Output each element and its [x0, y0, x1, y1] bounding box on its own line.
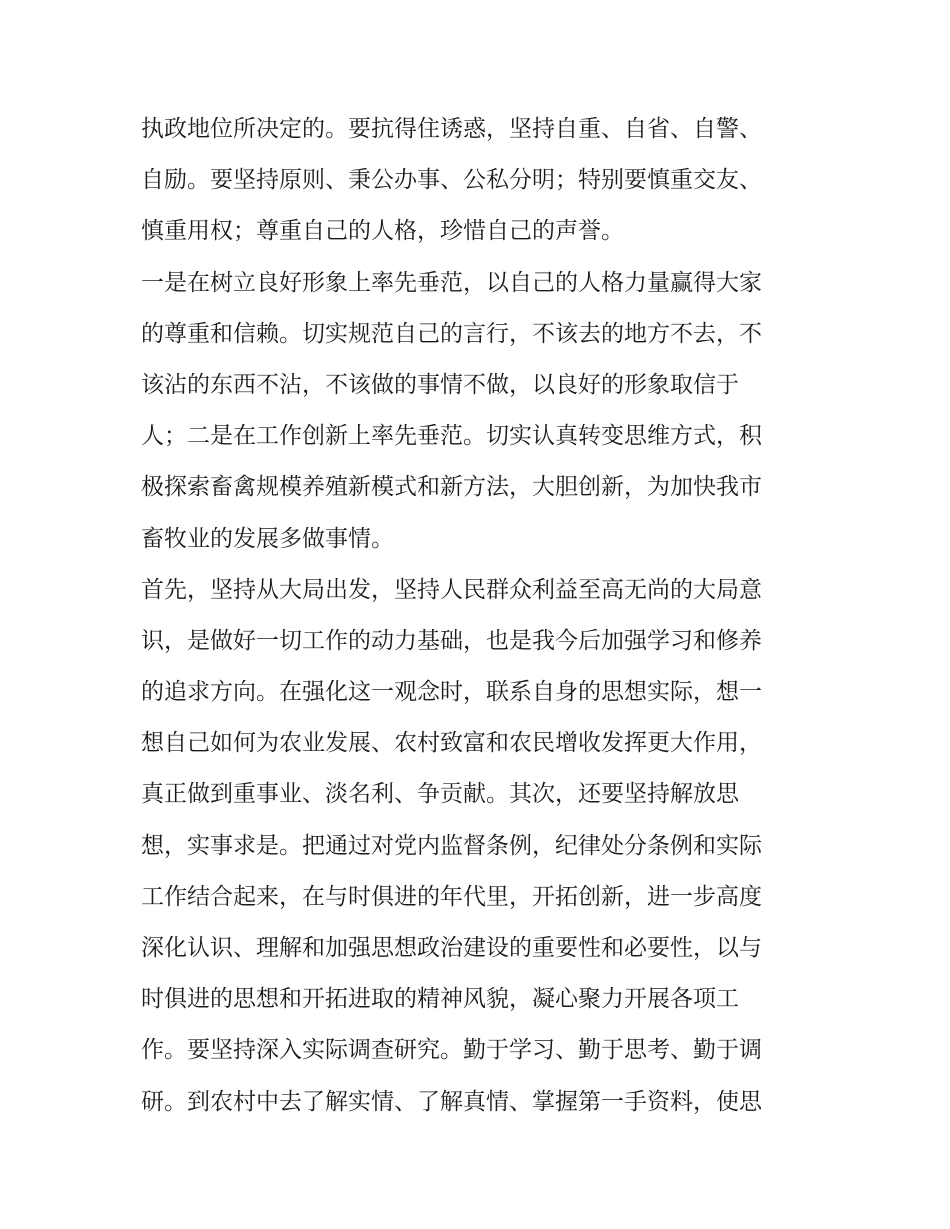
- text-line: 自励。要坚持原则、秉公办事、公私分明；特别要慎重交友、: [141, 167, 762, 194]
- text-line: 极探索畜禽规模养殖新模式和新方法，大胆创新，为加快我市: [141, 474, 762, 501]
- text-line: 畜牧业的发展多做事情。: [141, 525, 394, 552]
- text-line: 人；二是在工作创新上率先垂范。切实认真转变思维方式，积: [141, 423, 762, 450]
- text-line: 首先，坚持从大局出发，坚持人民群众利益至高无尚的大局意: [141, 576, 762, 603]
- text-line: 想自己如何为农业发展、农村致富和农民增收发挥更大作用，: [141, 730, 762, 757]
- text-line: 一是在树立良好形象上率先垂范，以自己的人格力量赢得大家: [141, 269, 762, 296]
- text-line: 识，是做好一切工作的动力基础，也是我今后加强学习和修养: [141, 627, 762, 654]
- text-line: 真正做到重事业、淡名利、争贡献。其次，还要坚持解放思: [141, 781, 739, 808]
- text-line: 想，实事求是。把通过对党内监督条例，纪律处分条例和实际: [141, 832, 762, 859]
- text-line: 研。到农村中去了解实情、了解真情、掌握第一手资料，使思: [141, 1088, 762, 1115]
- text-line: 该沾的东西不沾，不该做的事情不做，以良好的形象取信于: [141, 371, 739, 398]
- text-line: 时俱进的思想和开拓进取的精神风貌，凝心聚力开展各项工: [141, 986, 739, 1013]
- text-line: 执政地位所决定的。要抗得住诱惑，坚持自重、自省、自警、: [141, 116, 762, 142]
- text-line: 深化认识、理解和加强思想政治建设的重要性和必要性，以与: [141, 935, 762, 961]
- text-line: 的尊重和信赖。切实规范自己的言行，不该去的地方不去，不: [141, 320, 762, 347]
- body-text: [141, 104, 813, 1128]
- text-line: 慎重用权；尊重自己的人格，珍惜自己的声誉。: [141, 218, 624, 245]
- text-line: 作。要坚持深入实际调查研究。勤于学习、勤于思考、勤于调: [141, 1037, 762, 1064]
- text-line: 工作结合起来，在与时俱进的年代里，开拓创新，进一步高度: [141, 883, 762, 910]
- text-line: 的追求方向。在强化这一观念时，联系自身的思想实际，想一: [141, 679, 762, 706]
